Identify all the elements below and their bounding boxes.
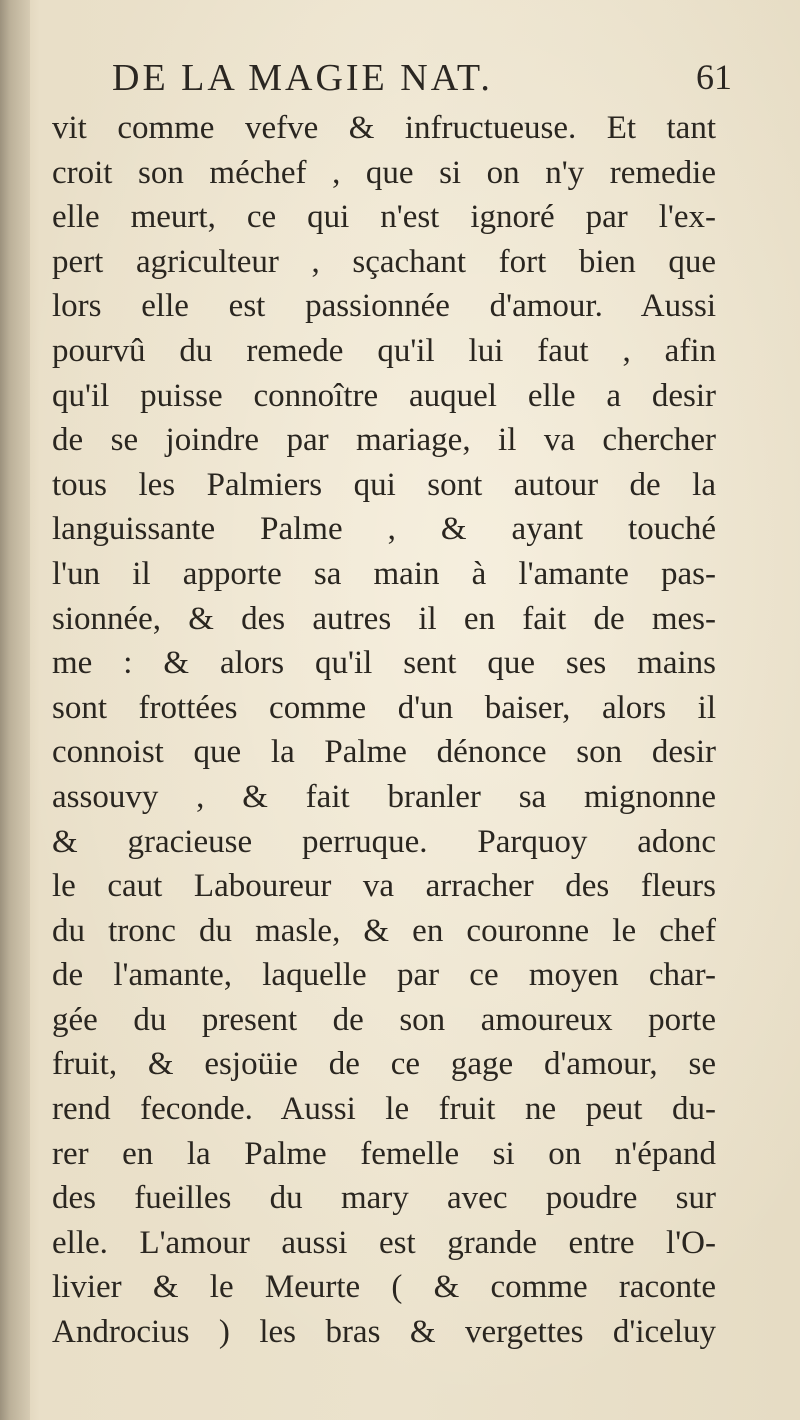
text-line: fruit, & esjoüie de ce gage d'amour, se bbox=[52, 1046, 716, 1083]
text-line: & gracieuse perruque. Parquoy adonc bbox=[52, 823, 716, 860]
text-line: rend feconde. Aussi le fruit ne peut du- bbox=[52, 1091, 716, 1128]
text-line: me : & alors qu'il sent que ses mains bbox=[52, 645, 716, 682]
text-line: Androcius ) les bras & vergettes d'iceluy bbox=[52, 1314, 716, 1351]
text-line: gée du present de son amoureux porte bbox=[52, 1001, 716, 1038]
text-line: de se joindre par mariage, il va chercher bbox=[52, 422, 716, 459]
text-line: du tronc du masle, & en couronne le chef bbox=[52, 912, 716, 949]
text-line: l'un il apporte sa main à l'amante pas- bbox=[52, 555, 716, 592]
text-line: languissante Palme , & ayant touché bbox=[52, 511, 716, 548]
text-line: tous les Palmiers qui sont autour de la bbox=[52, 466, 716, 503]
text-line: assouvy , & fait branler sa mignonne bbox=[52, 778, 716, 815]
text-line: vit comme vefve & infructueuse. Et tant bbox=[52, 110, 716, 146]
text-line: pourvû du remede qu'il lui faut , afin bbox=[52, 332, 716, 369]
page-number: 61 bbox=[696, 57, 732, 97]
page-header bbox=[112, 56, 732, 104]
text-line: elle meurt, ce qui n'est ignoré par l'ex- bbox=[52, 199, 716, 236]
body-text bbox=[52, 106, 716, 1355]
text-line: le caut Laboureur va arracher des fleurs bbox=[52, 868, 716, 905]
text-line: connoist que la Palme dénonce son desir bbox=[52, 734, 716, 771]
text-line: sionnée, & des autres il en fait de mes- bbox=[52, 600, 716, 637]
text-line: elle. L'amour aussi est grande entre l'O- bbox=[52, 1224, 716, 1261]
text-line: croit son méchef , que si on n'y remedie bbox=[52, 154, 716, 191]
text-line: rer en la Palme femelle si on n'épand bbox=[52, 1135, 716, 1172]
text-line: sont frottées comme d'un baiser, alors il bbox=[52, 689, 716, 726]
running-title: DE LA MAGIE NAT. bbox=[112, 57, 493, 99]
text-line: des fueilles du mary avec poudre sur bbox=[52, 1180, 716, 1217]
page-gutter bbox=[0, 0, 30, 1420]
text-line: pert agriculteur , sçachant fort bien que bbox=[52, 243, 716, 280]
text-line: qu'il puisse connoître auquel elle a desir bbox=[52, 377, 716, 414]
text-line: lors elle est passionnée d'amour. Aussi bbox=[52, 288, 716, 325]
text-line: de l'amante, laquelle par ce moyen char- bbox=[52, 957, 716, 994]
text-line: livier & le Meurte ( & comme raconte bbox=[52, 1269, 716, 1306]
